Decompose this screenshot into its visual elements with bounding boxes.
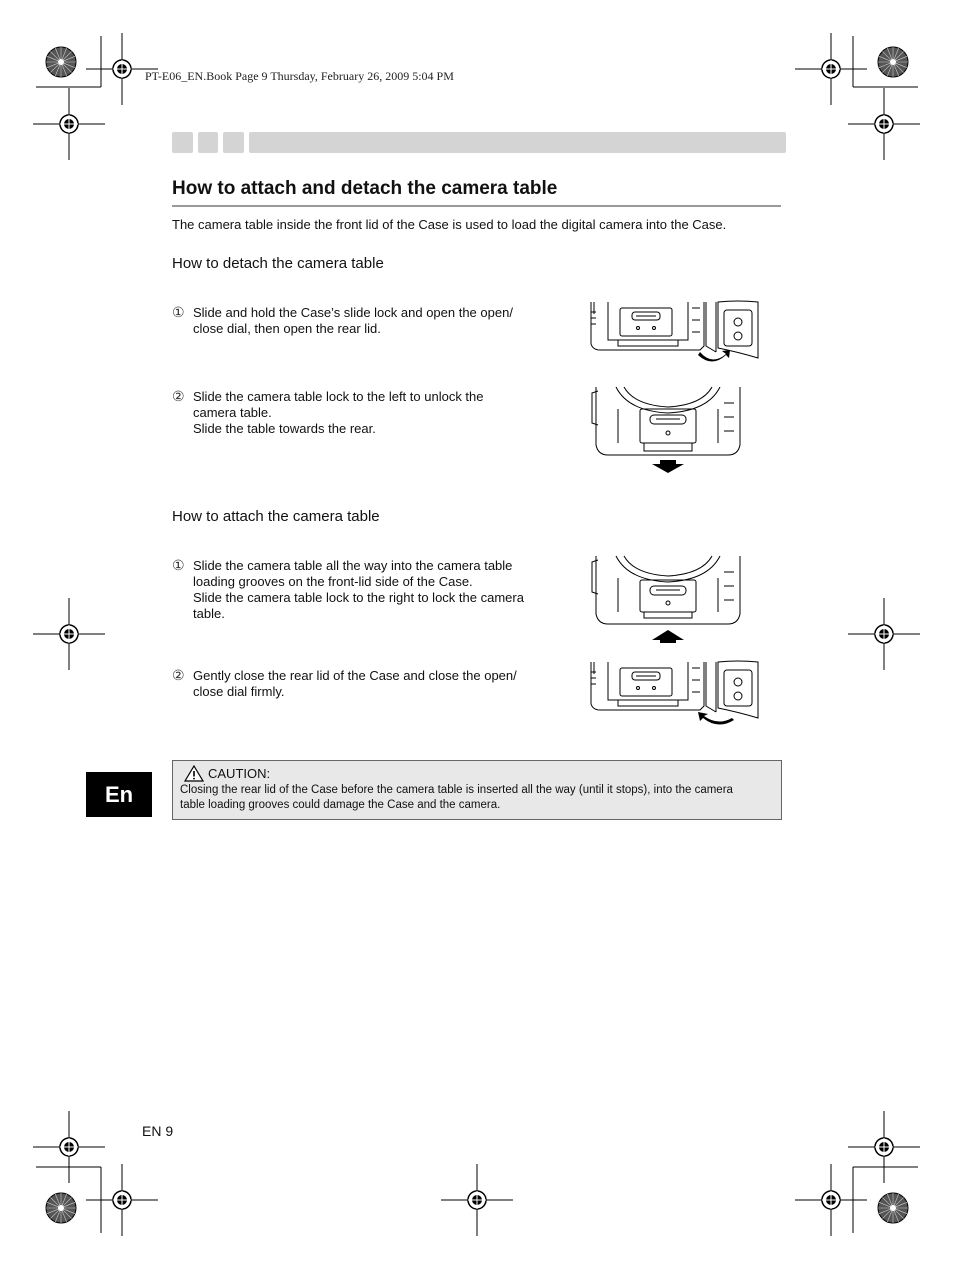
caution-line: Closing the rear lid of the Case before the camera table is inserted all the way (until it stops), into the camera (180, 784, 733, 796)
step-line: table. (193, 606, 225, 621)
step-number: ② (172, 667, 185, 683)
caution-label: CAUTION: (208, 766, 271, 781)
step-line: Gently close the rear lid of the Case and close the open/ (193, 668, 517, 683)
step-line: Slide the camera table lock to the left to unlock the (193, 389, 484, 404)
tab-block-1 (172, 132, 193, 153)
detach-heading: How to detach the camera table (172, 255, 384, 272)
language-tab: En (86, 772, 152, 817)
caution-line: table loading grooves could damage the Case and the camera. (180, 799, 501, 811)
detach-step-1 (172, 305, 542, 337)
detach-step-2 (172, 389, 542, 437)
illustration-slide-table-rear (588, 383, 752, 477)
caution-header (184, 765, 270, 782)
step-line: Slide the camera table lock to the right to lock the camera (193, 590, 524, 605)
step-number: ② (172, 388, 185, 404)
section-title: How to attach and detach the camera table (172, 178, 558, 199)
step-number: ① (172, 557, 185, 573)
step-line: close dial firmly. (193, 684, 285, 699)
illustration-slide-table-in (588, 552, 752, 646)
page-number: EN 9 (142, 1123, 174, 1139)
step-line: close dial, then open the rear lid. (193, 321, 381, 336)
step-line: Slide the camera table all the way into the camera table (193, 558, 513, 573)
step-line: Slide and hold the Case’s slide lock and open the open/ (193, 305, 513, 320)
tab-block-2 (198, 132, 218, 153)
step-line: camera table. (193, 405, 272, 420)
attach-step-1 (172, 558, 542, 622)
warning-icon (184, 765, 204, 782)
step-line: Slide the table towards the rear. (193, 421, 376, 436)
caution-text (180, 783, 776, 813)
illustration-open-rear-lid (588, 300, 760, 368)
step-number: ① (172, 304, 185, 320)
attach-heading: How to attach the camera table (172, 508, 380, 525)
book-file-header: PT-E06_EN.Book Page 9 Thursday, February 26, 2009 5:04 PM (145, 69, 454, 83)
attach-step-2 (172, 668, 542, 700)
step-line: loading grooves on the front-lid side of the Case. (193, 574, 473, 589)
tab-bar-long (249, 132, 786, 153)
tab-block-3 (223, 132, 244, 153)
illustration-close-rear-lid (588, 660, 760, 728)
title-underline (172, 205, 781, 207)
caution-box (172, 760, 782, 820)
intro-text: The camera table inside the front lid of the Case is used to load the digital camera into the Case. (172, 217, 727, 232)
